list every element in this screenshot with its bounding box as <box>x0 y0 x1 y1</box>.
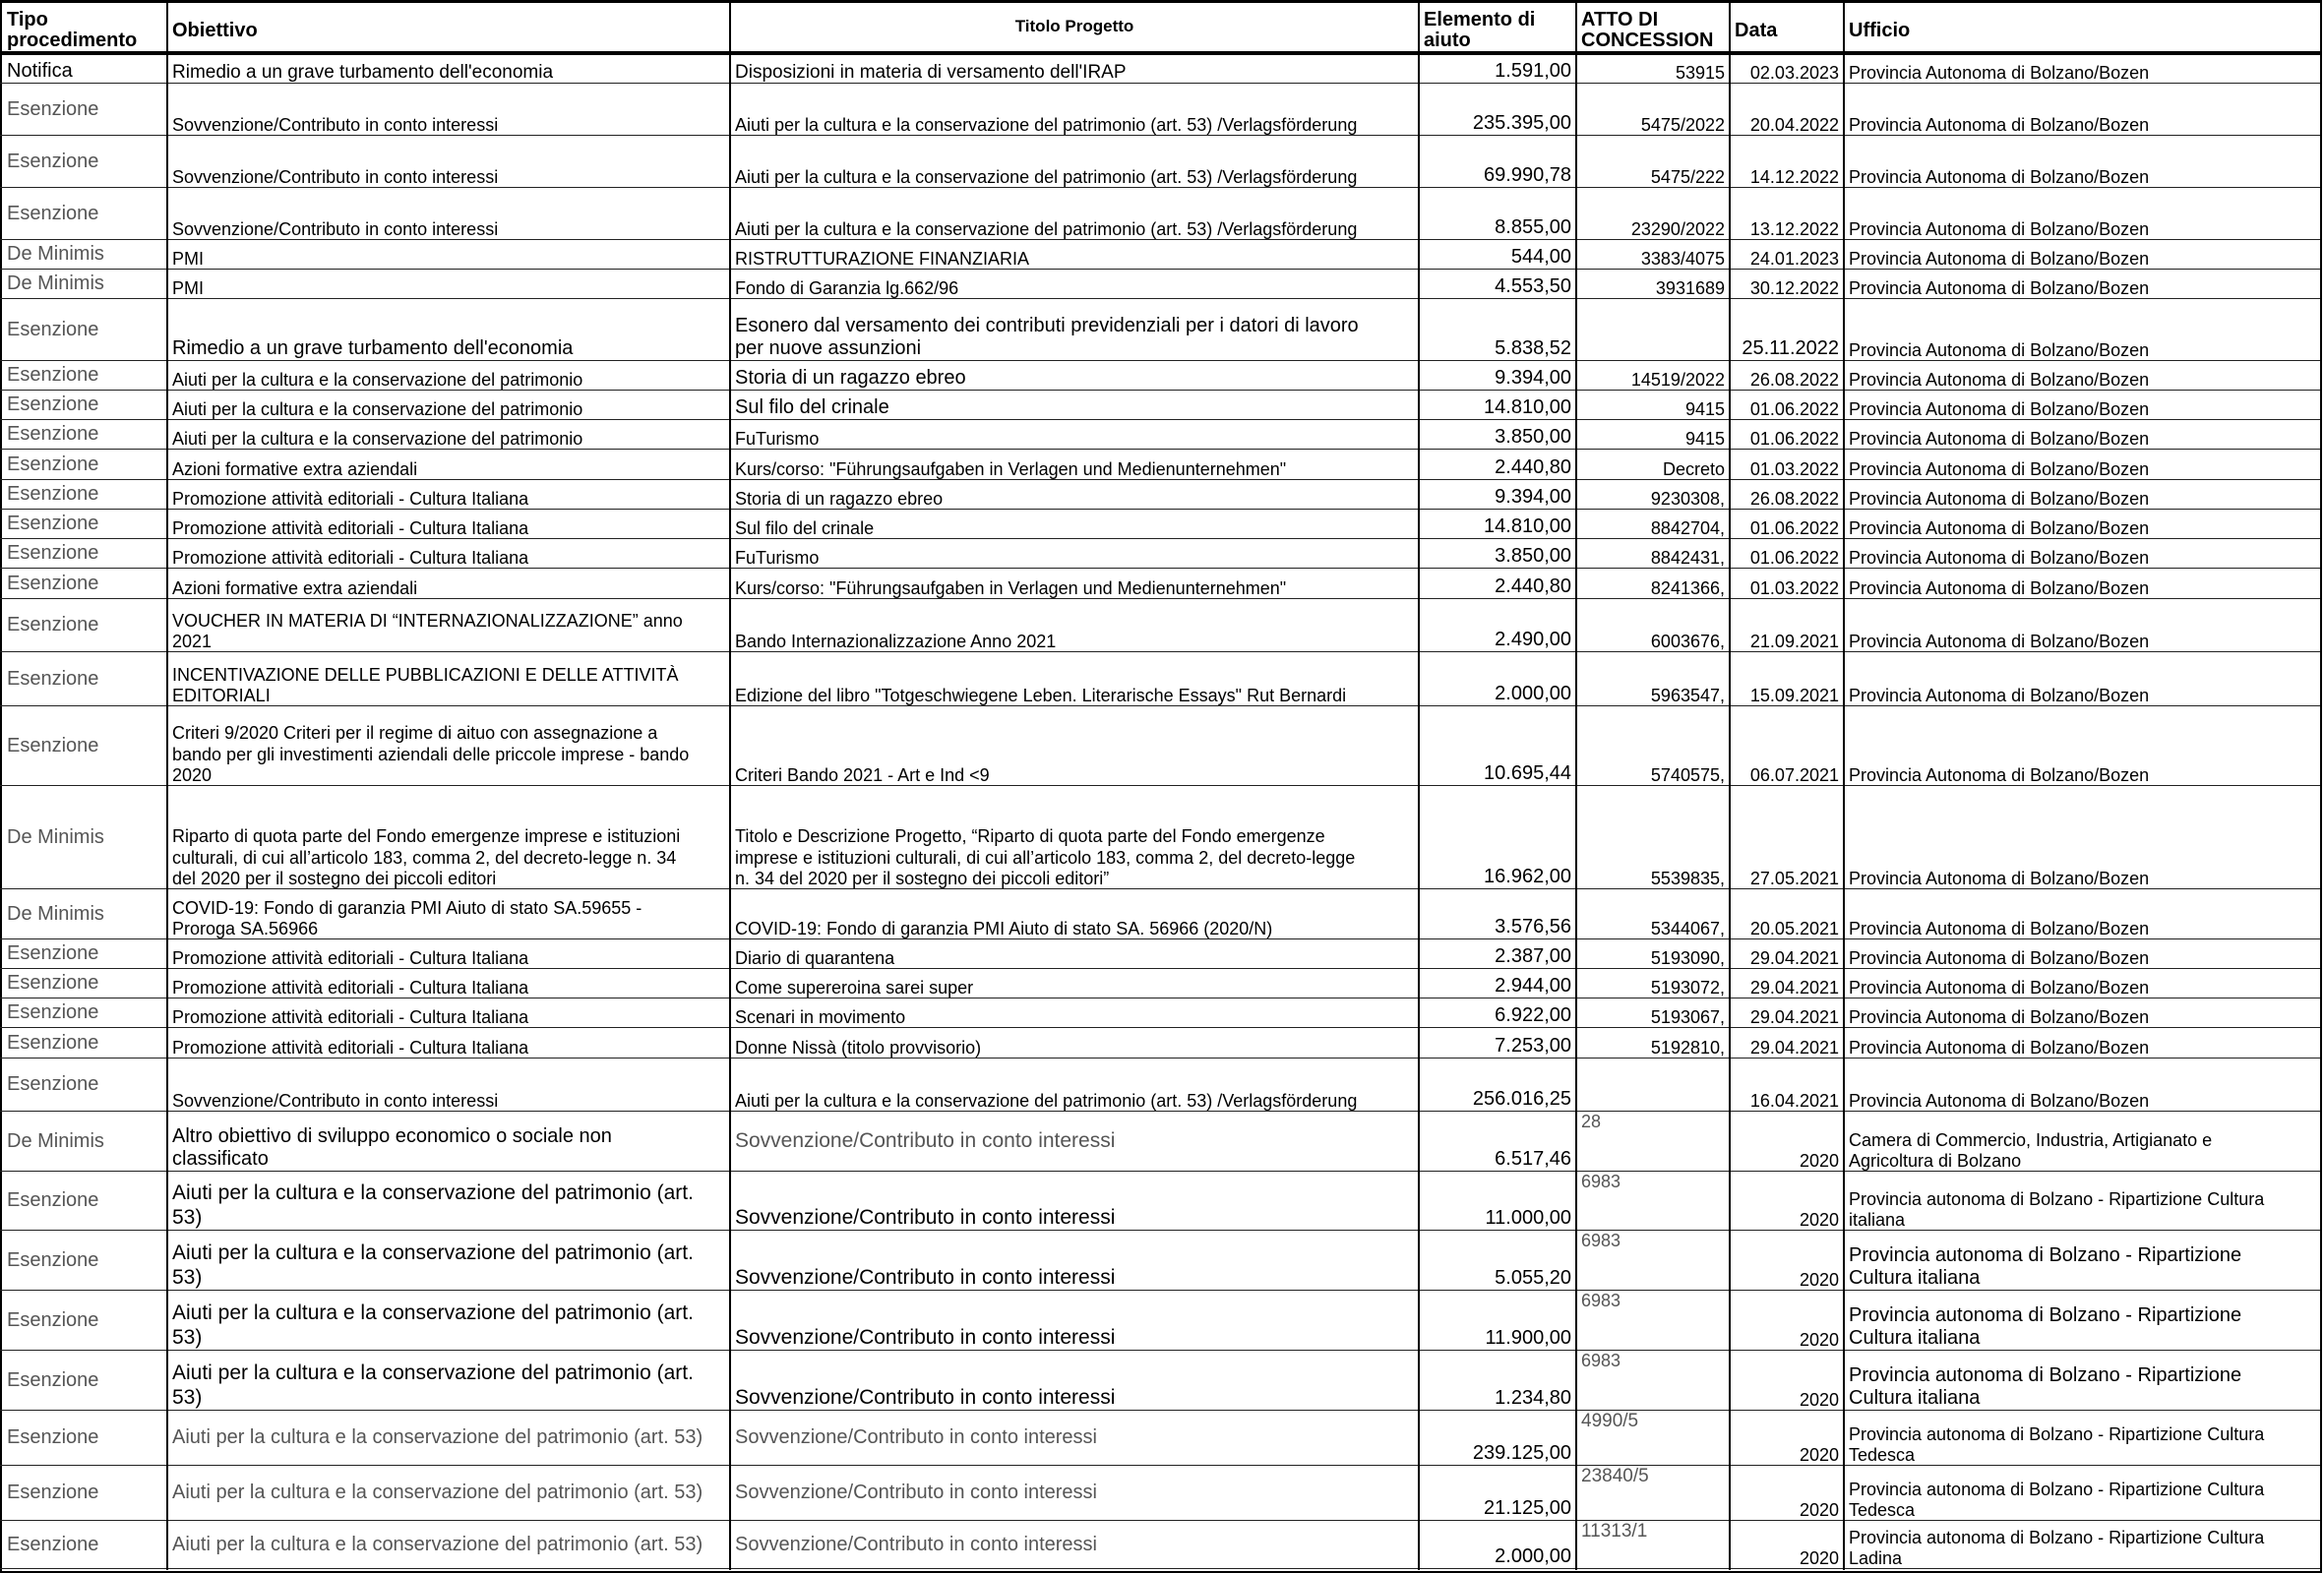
cell-tipo: Esenzione <box>7 1426 99 1449</box>
header-ufficio: Ufficio <box>1849 20 1911 41</box>
cell-tipo: Esenzione <box>7 667 99 690</box>
cell-atto: 6983 <box>1581 1172 1621 1191</box>
cell-titolo: Kurs/corso: "Führungsaufgaben in Verlagen und Medienunternehmen" <box>735 577 1287 598</box>
cell-data: 2020 <box>1799 1499 1839 1520</box>
cell-atto: 14519/2022 <box>1630 369 1725 390</box>
cell-data: 01.06.2022 <box>1749 517 1839 538</box>
cell-atto <box>1577 1059 1729 1112</box>
cell-obiettivo: Promozione attività editoriali - Cultura Italiana <box>172 977 529 998</box>
cell-ufficio: Provincia Autonoma di Bolzano/Bozen <box>1849 398 2150 419</box>
cell-titolo: Sovvenzione/Contributo in conto interessi <box>735 1206 1116 1230</box>
cell-elemento: 10.695,44 <box>1484 762 1571 785</box>
cell-atto: 6983 <box>1581 1291 1621 1310</box>
cell-titolo: Scenari in movimento <box>735 1006 906 1027</box>
cell-elemento: 5.838,52 <box>1495 337 1571 360</box>
cell-tipo: De Minimis <box>7 1129 104 1152</box>
cell-data: 20.05.2021 <box>1749 918 1839 938</box>
cell-elemento: 5.055,20 <box>1495 1267 1571 1290</box>
column-divider <box>729 2 731 1570</box>
cell-obiettivo: Aiuti per la cultura e la conservazione del patrimonio (art. 53) <box>172 1241 694 1290</box>
cell-obiettivo: Azioni formative extra aziendali <box>172 577 418 598</box>
cell-atto: 3383/4075 <box>1640 248 1725 269</box>
column-divider <box>1843 2 1845 1570</box>
cell-ufficio: Provincia Autonoma di Bolzano/Bozen <box>1849 631 2150 651</box>
cell-tipo: Esenzione <box>7 1368 99 1391</box>
cell-tipo: Esenzione <box>7 202 99 224</box>
cell-titolo: RISTRUTTURAZIONE FINANZIARIA <box>735 248 1030 269</box>
cell-data: 13.12.2022 <box>1749 218 1839 239</box>
cell-data: 2020 <box>1799 1547 1839 1568</box>
cell-data: 14.12.2022 <box>1749 166 1839 187</box>
cell-elemento: 1.234,80 <box>1495 1387 1571 1410</box>
cell-titolo: Fondo di Garanzia lg.662/96 <box>735 277 959 298</box>
cell-titolo: COVID-19: Fondo di garanzia PMI Aiuto di stato SA. 56966 (2020/N) <box>735 918 1273 938</box>
cell-ufficio: Provincia Autonoma di Bolzano/Bozen <box>1849 114 2150 135</box>
cell-elemento: 69.990,78 <box>1484 164 1571 187</box>
cell-ufficio: Provincia Autonoma di Bolzano/Bozen <box>1849 577 2150 598</box>
column-divider <box>166 2 168 1570</box>
cell-data: 01.06.2022 <box>1749 428 1839 449</box>
cell-tipo: Esenzione <box>7 1248 99 1271</box>
cell-atto: 5192810, <box>1650 1037 1725 1058</box>
cell-titolo: Sovvenzione/Contributo in conto interessi <box>735 1326 1116 1350</box>
cell-tipo: Esenzione <box>7 1482 99 1504</box>
cell-titolo: Disposizioni in materia di versamento dell'IRAP <box>735 61 1127 83</box>
cell-tipo: Esenzione <box>7 513 99 535</box>
cell-ufficio: Provincia Autonoma di Bolzano/Bozen <box>1849 1090 2150 1111</box>
cell-ufficio: Provincia Autonoma di Bolzano/Bozen <box>1849 1006 2150 1027</box>
cell-data: 29.04.2021 <box>1749 977 1839 998</box>
cell-obiettivo: VOUCHER IN MATERIA DI “INTERNAZIONALIZZAZIONE” anno 2021 <box>172 610 683 651</box>
cell-ufficio: Provincia Autonoma di Bolzano/Bozen <box>1849 1037 2150 1058</box>
cell-data: 2020 <box>1799 1150 1839 1171</box>
cell-atto: Decreto <box>1662 458 1725 479</box>
cell-titolo: Sul filo del crinale <box>735 517 875 538</box>
cell-tipo: Esenzione <box>7 542 99 565</box>
cell-ufficio: Provincia Autonoma di Bolzano/Bozen <box>1849 369 2150 390</box>
cell-data: 06.07.2021 <box>1749 764 1839 785</box>
cell-elemento: 4.553,50 <box>1495 275 1571 298</box>
cell-obiettivo: INCENTIVAZIONE DELLE PUBBLICAZIONI E DELLE ATTIVITÀ EDITORIALI <box>172 664 679 705</box>
cell-elemento: 2.944,00 <box>1495 975 1571 998</box>
cell-data: 26.08.2022 <box>1749 488 1839 509</box>
header-tipo: Tipo procedimento <box>7 9 138 51</box>
cell-atto: 5963547, <box>1650 685 1725 705</box>
cell-titolo: Edizione del libro "Totgeschwiegene Leben. Literarische Essays" Rut Bernardi <box>735 685 1347 705</box>
cell-ufficio: Provincia autonoma di Bolzano - Ripartizione Cultura Tedesca <box>1849 1423 2265 1465</box>
cell-tipo: Esenzione <box>7 393 99 416</box>
cell-obiettivo: Aiuti per la cultura e la conservazione del patrimonio <box>172 428 583 449</box>
cell-elemento: 3.576,56 <box>1495 916 1571 938</box>
cell-obiettivo: Sovvenzione/Contributo in conto interessi <box>172 1090 499 1111</box>
cell-data: 01.03.2022 <box>1749 458 1839 479</box>
cell-tipo: Esenzione <box>7 1031 99 1054</box>
cell-obiettivo: Aiuti per la cultura e la conservazione del patrimonio (art. 53) <box>172 1301 694 1350</box>
cell-obiettivo: Criteri 9/2020 Criteri per il regime di aituo con assegnazione a bando per gli investimenti aziendali delle priccole imprese - bando 2020 <box>172 723 690 785</box>
cell-atto: 5344067, <box>1650 918 1725 938</box>
cell-tipo: Esenzione <box>7 1533 99 1555</box>
cell-atto: 9415 <box>1684 398 1725 419</box>
cell-atto: 9230308, <box>1650 488 1725 509</box>
cell-titolo: Sovvenzione/Contributo in conto interessi <box>735 1386 1116 1410</box>
cell-titolo: Bando Internazionalizzazione Anno 2021 <box>735 631 1057 651</box>
cell-obiettivo: Azioni formative extra aziendali <box>172 458 418 479</box>
cell-ufficio: Camera di Commercio, Industria, Artigianato e Agricoltura di Bolzano <box>1849 1129 2213 1171</box>
cell-obiettivo: Aiuti per la cultura e la conservazione del patrimonio <box>172 369 583 390</box>
cell-atto: 5475/2022 <box>1640 114 1725 135</box>
cell-data: 29.04.2021 <box>1749 1006 1839 1027</box>
cell-ufficio: Provincia Autonoma di Bolzano/Bozen <box>1849 868 2150 888</box>
cell-tipo: De Minimis <box>7 825 104 848</box>
cell-atto: 5193090, <box>1650 947 1725 968</box>
cell-ufficio: Provincia Autonoma di Bolzano/Bozen <box>1849 517 2150 538</box>
cell-obiettivo: Rimedio a un grave turbamento dell'economia <box>172 337 574 360</box>
cell-data: 20.04.2022 <box>1749 114 1839 135</box>
cell-tipo: De Minimis <box>7 272 104 295</box>
cell-ufficio: Provincia autonoma di Bolzano - Ripartizione Cultura italiana <box>1849 1188 2265 1230</box>
cell-titolo: Sovvenzione/Contributo in conto interessi <box>735 1482 1097 1504</box>
cell-ufficio: Provincia Autonoma di Bolzano/Bozen <box>1849 62 2150 83</box>
cell-titolo: FuTurismo <box>735 547 820 568</box>
cell-obiettivo: Sovvenzione/Contributo in conto interessi <box>172 218 499 239</box>
cell-tipo: Esenzione <box>7 1189 99 1212</box>
cell-tipo: Esenzione <box>7 1001 99 1024</box>
cell-titolo: Donne Nissà (titolo provvisorio) <box>735 1037 982 1058</box>
cell-data: 2020 <box>1799 1269 1839 1290</box>
cell-obiettivo: Altro obiettivo di sviluppo economico o sociale non classificato <box>172 1124 612 1171</box>
cell-titolo: Criteri Bando 2021 - Art e Ind <9 <box>735 764 990 785</box>
cell-tipo: De Minimis <box>7 902 104 925</box>
cell-titolo: Sovvenzione/Contributo in conto interessi <box>735 1129 1116 1153</box>
cell-titolo: FuTurismo <box>735 428 820 449</box>
cell-tipo: Esenzione <box>7 1308 99 1331</box>
cell-ufficio: Provincia autonoma di Bolzano - Ripartizione Cultura Ladina <box>1849 1527 2265 1568</box>
cell-titolo: Storia di un ragazzo ebreo <box>735 367 966 390</box>
column-divider <box>1575 2 1577 1570</box>
header-titolo: Titolo Progetto <box>1014 17 1134 36</box>
cell-data: 2020 <box>1799 1209 1839 1230</box>
cell-titolo: Aiuti per la cultura e la conservazione del patrimonio (art. 53) /Verlagsförderung <box>735 166 1358 187</box>
cell-ufficio: Provincia Autonoma di Bolzano/Bozen <box>1849 339 2150 360</box>
cell-obiettivo: Aiuti per la cultura e la conservazione del patrimonio (art. 53) <box>172 1426 703 1449</box>
cell-ufficio: Provincia autonoma di Bolzano - Ripartizione Cultura Tedesca <box>1849 1479 2265 1520</box>
cell-obiettivo: Aiuti per la cultura e la conservazione del patrimonio (art. 53) <box>172 1361 694 1410</box>
cell-data: 15.09.2021 <box>1749 685 1839 705</box>
cell-obiettivo: Promozione attività editoriali - Cultura Italiana <box>172 488 529 509</box>
column-divider <box>1418 2 1420 1570</box>
cell-atto: 8842704, <box>1650 517 1725 538</box>
header-obiettivo: Obiettivo <box>172 20 258 41</box>
cell-elemento: 6.922,00 <box>1495 1004 1571 1027</box>
header-data: Data <box>1735 20 1778 41</box>
cell-titolo: Esonero dal versamento dei contributi previdenziali per i datori di lavoro per nuove assunzioni <box>735 314 1359 360</box>
cell-elemento: 2.440,80 <box>1495 575 1571 598</box>
cell-ufficio: Provincia autonoma di Bolzano - Ripartizione Cultura italiana <box>1849 1243 2242 1290</box>
cell-titolo: Aiuti per la cultura e la conservazione del patrimonio (art. 53) /Verlagsförderung <box>735 114 1358 135</box>
cell-titolo: Diario di quarantena <box>735 947 895 968</box>
cell-elemento: 3.850,00 <box>1495 426 1571 449</box>
cell-obiettivo: Aiuti per la cultura e la conservazione del patrimonio (art. 53) <box>172 1181 694 1230</box>
cell-elemento: 235.395,00 <box>1472 112 1571 135</box>
cell-data: 2020 <box>1799 1444 1839 1465</box>
cell-tipo: Notifica <box>7 60 73 83</box>
cell-elemento: 6.517,46 <box>1495 1148 1571 1171</box>
cell-obiettivo: Riparto di quota parte del Fondo emergenze imprese e istituzioni culturali, di cui all’articolo 183, comma 2, del decreto-legge n. 34 del 2020 per il sostegno dei piccoli editori <box>172 826 681 888</box>
cell-titolo: Kurs/corso: "Führungsaufgaben in Verlagen und Medienunternehmen" <box>735 458 1287 479</box>
cell-data: 2020 <box>1799 1389 1839 1410</box>
cell-data: 30.12.2022 <box>1749 277 1839 298</box>
cell-data: 25.11.2022 <box>1742 337 1839 360</box>
cell-elemento: 11.900,00 <box>1485 1327 1571 1350</box>
cell-ufficio: Provincia Autonoma di Bolzano/Bozen <box>1849 248 2150 269</box>
cell-ufficio: Provincia Autonoma di Bolzano/Bozen <box>1849 218 2150 239</box>
cell-obiettivo: PMI <box>172 248 205 269</box>
cell-elemento: 21.125,00 <box>1484 1497 1571 1520</box>
cell-tipo: Esenzione <box>7 1073 99 1096</box>
cell-atto: 5193067, <box>1650 1006 1725 1027</box>
cell-titolo: Aiuti per la cultura e la conservazione del patrimonio (art. 53) /Verlagsförderung <box>735 1090 1358 1111</box>
cell-elemento: 14.810,00 <box>1484 396 1571 419</box>
cell-atto: 8842431, <box>1650 547 1725 568</box>
cell-data: 01.06.2022 <box>1749 547 1839 568</box>
cell-elemento: 256.016,25 <box>1472 1088 1571 1111</box>
cell-obiettivo: Aiuti per la cultura e la conservazione del patrimonio (art. 53) <box>172 1482 703 1504</box>
cell-elemento: 544,00 <box>1510 246 1571 269</box>
header-elemento: Elemento di aiuto <box>1424 9 1536 51</box>
cell-tipo: Esenzione <box>7 423 99 446</box>
cell-elemento: 2.440,80 <box>1495 456 1571 479</box>
cell-data: 16.04.2021 <box>1749 1090 1839 1111</box>
cell-tipo: Esenzione <box>7 972 99 995</box>
cell-tipo: Esenzione <box>7 318 99 340</box>
cell-atto: 23840/5 <box>1581 1466 1649 1486</box>
cell-ufficio: Provincia Autonoma di Bolzano/Bozen <box>1849 685 2150 705</box>
cell-tipo: Esenzione <box>7 572 99 594</box>
cell-tipo: De Minimis <box>7 243 104 266</box>
cell-titolo: Titolo e Descrizione Progetto, “Riparto di quota parte del Fondo emergenze imprese e istituzioni culturali, di cui all’articolo 183, comma 2, del decreto-legge n. 34 del 2020 per il sostegno dei piccoli editori” <box>735 826 1356 888</box>
cell-atto: 53915 <box>1675 62 1725 83</box>
cell-atto: 5475/222 <box>1650 166 1725 187</box>
cell-ufficio: Provincia autonoma di Bolzano - Ripartizione Cultura italiana <box>1849 1363 2242 1410</box>
cell-ufficio: Provincia Autonoma di Bolzano/Bozen <box>1849 764 2150 785</box>
cell-data: 21.09.2021 <box>1749 631 1839 651</box>
cell-obiettivo: Promozione attività editoriali - Cultura Italiana <box>172 1006 529 1027</box>
cell-data: 24.01.2023 <box>1749 248 1839 269</box>
cell-titolo: Sovvenzione/Contributo in conto interessi <box>735 1426 1097 1449</box>
cell-ufficio: Provincia Autonoma di Bolzano/Bozen <box>1849 918 2150 938</box>
cell-atto <box>1577 299 1729 361</box>
cell-elemento: 7.253,00 <box>1495 1035 1571 1058</box>
cell-elemento: 14.810,00 <box>1484 515 1571 538</box>
cell-elemento: 3.850,00 <box>1495 545 1571 568</box>
cell-data: 26.08.2022 <box>1749 369 1839 390</box>
cell-atto: 9415 <box>1684 428 1725 449</box>
cell-atto: 28 <box>1581 1112 1602 1131</box>
cell-data: 29.04.2021 <box>1749 947 1839 968</box>
cell-atto: 5539835, <box>1650 868 1725 888</box>
cell-elemento: 8.855,00 <box>1495 216 1571 239</box>
cell-ufficio: Provincia autonoma di Bolzano - Ripartizione Cultura italiana <box>1849 1303 2242 1350</box>
cell-atto: 5193072, <box>1650 977 1725 998</box>
cell-ufficio: Provincia Autonoma di Bolzano/Bozen <box>1849 547 2150 568</box>
cell-obiettivo: Promozione attività editoriali - Cultura Italiana <box>172 517 529 538</box>
cell-titolo: Sul filo del crinale <box>735 396 889 419</box>
cell-titolo: Aiuti per la cultura e la conservazione del patrimonio (art. 53) /Verlagsförderung <box>735 218 1358 239</box>
cell-atto: 4990/5 <box>1581 1411 1639 1431</box>
cell-obiettivo: PMI <box>172 277 205 298</box>
cell-atto: 8241366, <box>1650 577 1725 598</box>
cell-atto: 23290/2022 <box>1630 218 1725 239</box>
column-divider <box>1729 2 1731 1570</box>
cell-obiettivo: Sovvenzione/Contributo in conto interessi <box>172 114 499 135</box>
cell-tipo: Esenzione <box>7 453 99 475</box>
cell-elemento: 9.394,00 <box>1495 486 1571 509</box>
cell-tipo: Esenzione <box>7 942 99 965</box>
cell-data: 02.03.2023 <box>1749 62 1839 83</box>
cell-ufficio: Provincia Autonoma di Bolzano/Bozen <box>1849 277 2150 298</box>
cell-obiettivo: Aiuti per la cultura e la conservazione del patrimonio <box>172 398 583 419</box>
cell-tipo: Esenzione <box>7 97 99 120</box>
cell-obiettivo: Promozione attività editoriali - Cultura Italiana <box>172 1037 529 1058</box>
cell-tipo: Esenzione <box>7 150 99 172</box>
cell-obiettivo: COVID-19: Fondo di garanzia PMI Aiuto di stato SA.59655 - Proroga SA.56966 <box>172 897 642 938</box>
cell-tipo: Esenzione <box>7 483 99 506</box>
cell-elemento: 2.490,00 <box>1495 629 1571 651</box>
cell-atto: 3931689 <box>1655 277 1725 298</box>
cell-data: 01.03.2022 <box>1749 577 1839 598</box>
cell-titolo: Storia di un ragazzo ebreo <box>735 488 944 509</box>
cell-obiettivo: Sovvenzione/Contributo in conto interessi <box>172 166 499 187</box>
cell-ufficio: Provincia Autonoma di Bolzano/Bozen <box>1849 977 2150 998</box>
cell-titolo: Sovvenzione/Contributo in conto interessi <box>735 1266 1116 1290</box>
cell-ufficio: Provincia Autonoma di Bolzano/Bozen <box>1849 947 2150 968</box>
cell-ufficio: Provincia Autonoma di Bolzano/Bozen <box>1849 428 2150 449</box>
cell-obiettivo: Aiuti per la cultura e la conservazione del patrimonio (art. 53) <box>172 1533 703 1555</box>
cell-ufficio: Provincia Autonoma di Bolzano/Bozen <box>1849 166 2150 187</box>
cell-elemento: 11.000,00 <box>1485 1207 1571 1230</box>
cell-data: 27.05.2021 <box>1749 868 1839 888</box>
cell-data: 29.04.2021 <box>1749 1037 1839 1058</box>
cell-elemento: 2.000,00 <box>1495 1545 1571 1568</box>
cell-ufficio: Provincia Autonoma di Bolzano/Bozen <box>1849 458 2150 479</box>
cell-elemento: 2.387,00 <box>1495 945 1571 968</box>
cell-atto: 6983 <box>1581 1231 1621 1250</box>
cell-tipo: Esenzione <box>7 734 99 756</box>
cell-elemento: 16.962,00 <box>1484 866 1571 888</box>
cell-data: 2020 <box>1799 1329 1839 1350</box>
cell-atto: 6983 <box>1581 1351 1621 1370</box>
cell-atto: 11313/1 <box>1581 1521 1648 1542</box>
cell-tipo: Esenzione <box>7 364 99 387</box>
cell-atto: 6003676, <box>1650 631 1725 651</box>
cell-elemento: 9.394,00 <box>1495 367 1571 390</box>
cell-obiettivo: Promozione attività editoriali - Cultura Italiana <box>172 547 529 568</box>
cell-ufficio: Provincia Autonoma di Bolzano/Bozen <box>1849 488 2150 509</box>
cell-obiettivo: Rimedio a un grave turbamento dell'economia <box>172 61 554 83</box>
row-divider <box>0 1568 2320 1569</box>
cell-titolo: Come supereroina sarei super <box>735 977 974 998</box>
cell-elemento: 2.000,00 <box>1495 683 1571 705</box>
cell-tipo: Esenzione <box>7 614 99 636</box>
cell-atto: 5740575, <box>1650 764 1725 785</box>
cell-titolo: Sovvenzione/Contributo in conto interessi <box>735 1533 1097 1555</box>
cell-elemento: 239.125,00 <box>1472 1442 1571 1465</box>
cell-obiettivo: Promozione attività editoriali - Cultura Italiana <box>172 947 529 968</box>
cell-data: 01.06.2022 <box>1749 398 1839 419</box>
header-atto: ATTO DI CONCESSION <box>1581 9 1714 51</box>
cell-elemento: 1.591,00 <box>1495 60 1571 83</box>
